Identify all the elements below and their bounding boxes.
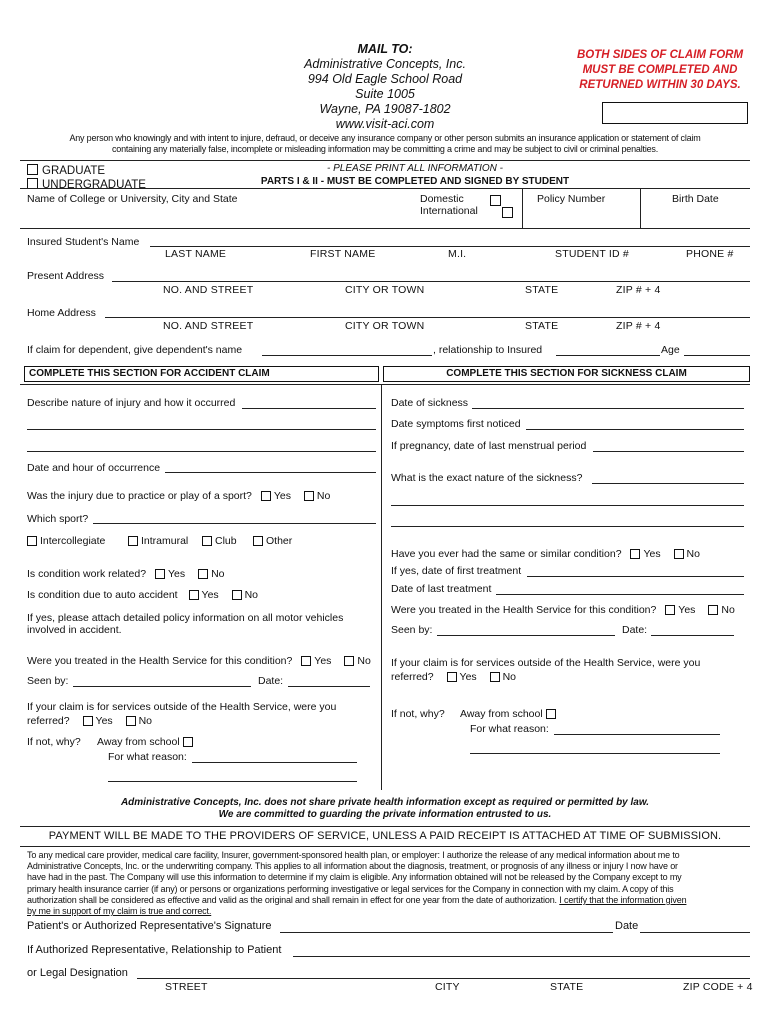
auto-accident-question [27,589,258,601]
checkbox-icon[interactable] [27,164,38,175]
sickness-outside-question [391,656,700,684]
sport-type-intramural[interactable] [128,535,188,547]
no-label: No [244,589,259,601]
no-label: No [316,490,331,502]
sickness-other-reason-label: For what reason: [470,723,549,735]
pregnancy-field[interactable] [593,451,744,452]
certification-text: I certify that the information given [559,894,687,905]
authorization-line: primary health insurance carrier (if any) or persons or organizations performing investigative or legal services for the Company in connection with my claim. A copy of this [27,883,674,894]
checkbox-icon[interactable] [198,569,208,579]
sickness-seen-by-label: Seen by: [391,624,433,636]
checkbox-icon[interactable] [128,536,138,546]
domestic-label: Domestic [420,193,464,205]
referred-label: referred? [27,715,70,727]
mail-line: www.visit-aci.com [335,117,435,131]
similar-yes[interactable] [630,548,660,560]
away-label: Away from school [97,736,180,748]
mail-line: Wayne, PA 19087-1802 [319,102,451,116]
checkbox-icon[interactable] [447,672,457,682]
sport-type-label: Intercollegiate [40,535,106,547]
last-treatment-label: Date of last treatment [391,583,492,595]
describe-injury-field[interactable] [27,429,376,430]
mail-line: Administrative Concepts, Inc. [304,57,466,71]
payment-notice: PAYMENT WILL BE MADE TO THE PROVIDERS OF SERVICE, UNLESS A PAID RECEIPT IS ATTACHED AT TIME OF SUBMISSION. [48,830,722,842]
notice-line: MUST BE COMPLETED AND [582,64,738,76]
legal-designation-field[interactable] [137,978,750,979]
checkbox-icon[interactable] [630,549,640,559]
similar-condition-label: Have you ever had the same or similar condition? [391,548,622,560]
accident-referred-yes[interactable] [83,715,113,727]
checkbox-icon[interactable] [301,656,311,666]
sickness-referred-yes[interactable] [447,671,477,683]
accident-other-reason-field[interactable] [192,762,357,763]
sport-type-label: Other [266,535,293,547]
authorization-line: To any medical care provider, medical care facility, Insurer, government-sponsored health plan, or employer: I authorize the release of any medical information about me to [27,850,680,860]
referred-label: referred? [391,671,434,683]
policy-number-label: Policy Number [537,193,606,205]
checkbox-icon[interactable] [708,605,718,615]
checkbox-icon[interactable] [232,590,242,600]
accident-seen-by-field[interactable] [73,686,251,687]
checkbox-icon[interactable] [261,491,271,501]
sub-label: STATE [525,284,559,296]
no-label: No [721,604,735,616]
authorization-line: Administrative Concepts, Inc. or the underwriting company. This applies to all information about the diagnosis, treatment, or prognosis of any illness or injury I now have or [27,861,678,872]
describe-injury-field[interactable] [242,408,376,409]
section-divider [381,384,382,790]
similar-condition-question [391,548,700,560]
deadline-notice [560,48,760,93]
mail-to-heading: MAIL TO: [357,42,413,56]
work-no[interactable] [198,568,224,580]
sub-label: STUDENT ID # [555,248,629,260]
checkbox-icon[interactable] [665,605,675,615]
authorization-text [27,850,752,917]
nature-sickness-field[interactable] [391,505,744,506]
auto-note [27,612,343,636]
sub-label: ZIP CODE + 4 [683,981,753,993]
outside-line: If your claim is for services outside of the Health Service, were you [391,657,701,669]
signature-date-field[interactable] [640,932,750,933]
present-address-label: Present Address [27,270,105,282]
symptoms-field[interactable] [526,429,744,430]
divider [20,384,750,385]
sickness-other-reason-field[interactable] [470,753,720,754]
undergraduate-option[interactable] [27,178,146,192]
work-related-label: Is condition work related? [27,568,147,580]
sport-type-label: Club [215,535,237,547]
privacy-line: We are committed to guarding the private information entrusted to us. [218,809,552,820]
sub-label: ZIP # + 4 [616,320,661,332]
mail-to-block [285,42,485,132]
sub-label: M.I. [448,248,467,260]
sport-yes[interactable] [261,490,291,502]
dependent-name-field[interactable] [262,355,432,356]
age-label: Age [661,344,680,356]
describe-injury-label: Describe nature of injury and how it occurred [27,397,236,409]
yes-label: Yes [678,604,696,616]
divider [20,826,750,827]
checkbox-icon[interactable] [155,569,165,579]
instructions [230,162,600,188]
date-hour-field[interactable] [165,472,376,473]
print-instruction: - PLEASE PRINT ALL INFORMATION - [327,163,503,174]
no-label: No [502,671,517,683]
sport-type-intercollegiate[interactable] [27,535,105,547]
insured-name-field[interactable] [150,246,750,247]
auth-rep-field[interactable] [293,956,750,957]
accident-if-not-label: If not, why? [27,736,81,748]
checkbox-icon[interactable] [202,536,212,546]
sub-label: STATE [525,320,559,332]
sickness-hs-no[interactable] [708,604,734,616]
accident-date-label: Date: [258,675,284,687]
checkbox-icon[interactable] [674,549,684,559]
no-label: No [686,548,700,560]
sub-label: LAST NAME [165,248,227,260]
international-label: International [420,205,478,217]
sub-label: STREET [165,981,208,993]
notice-line: RETURNED WITHIN 30 DAYS. [579,79,741,91]
which-sport-label: Which sport? [27,513,89,525]
sickness-section-header: COMPLETE THIS SECTION FOR SICKNESS CLAIM [383,366,750,382]
notice-line: BOTH SIDES OF CLAIM FORM [576,49,744,61]
sickness-away-option[interactable] [460,708,559,720]
auto-yes[interactable] [189,589,219,601]
symptoms-label: Date symptoms first noticed [391,418,521,430]
insured-name-label: Insured Student's Name [27,236,140,248]
yes-label: Yes [459,671,477,683]
present-address-field[interactable] [112,281,750,282]
signature-label: Patient's or Authorized Representative's Signature [27,920,272,932]
sub-label: NO. AND STREET [163,320,254,332]
no-label: No [211,568,225,580]
sub-label: ZIP # + 4 [616,284,661,296]
sub-label: NO. AND STREET [163,284,254,296]
accident-other-reason-field[interactable] [108,781,357,782]
sickness-referred-no[interactable] [490,671,516,683]
privacy-statement [20,797,750,821]
yes-label: Yes [314,655,332,667]
sub-label: CITY OR TOWN [345,320,425,332]
accident-referred-no[interactable] [126,715,152,727]
yes-label: Yes [273,490,291,502]
accident-outside-question [27,700,336,728]
relationship-label: , relationship to Insured [433,344,543,356]
similar-no[interactable] [674,548,700,560]
accident-date-field[interactable] [288,686,370,687]
health-service-label: Were you treated in the Health Service for this condition? [27,655,293,667]
sub-label: FIRST NAME [310,248,376,260]
describe-injury-field[interactable] [27,451,376,452]
accident-health-service-question [27,655,371,667]
birth-date-label: Birth Date [672,193,719,205]
fraud-line: Any person who knowingly and with intent to injure, defraud, or deceive any insurance company or other person submits an insurance application or statement of claim [69,133,701,143]
privacy-line: Administrative Concepts, Inc. does not share private health information except as required or permitted by law. [120,797,650,808]
auto-note-line: involved in accident. [27,624,122,636]
sickness-hs-yes[interactable] [665,604,695,616]
work-yes[interactable] [155,568,185,580]
nature-sickness-label: What is the exact nature of the sickness? [391,472,583,484]
accident-seen-by-label: Seen by: [27,675,69,687]
yes-label: Yes [201,589,219,601]
sport-no[interactable] [304,490,330,502]
divider [20,846,750,847]
sport-type-label: Intramural [141,535,189,547]
sickness-seen-by-field[interactable] [437,635,615,636]
health-service-label: Were you treated in the Health Service for this condition? [391,604,657,616]
graduate-option[interactable] [27,164,146,178]
sickness-other-reason-field[interactable] [554,734,720,735]
domestic-checkbox[interactable] [490,195,501,206]
auto-note-line: If yes, please attach detailed policy information on all motor vehicles [27,612,344,624]
work-related-question [27,568,225,580]
no-label: No [138,715,153,727]
authorization-line: authorization shall be considered as effective and valid as the original and shall remain in effect for one year from the date of authorization. [27,894,557,905]
certification-text: by me in support of my claim is true and correct. [27,906,212,917]
checkbox-icon[interactable] [344,656,354,666]
sport-type-club[interactable] [202,535,237,547]
first-treatment-label: If yes, date of first treatment [391,565,522,577]
divider [20,160,750,161]
accident-hs-yes[interactable] [301,655,331,667]
checkbox-icon[interactable] [27,536,37,546]
which-sport-field[interactable] [93,523,376,524]
sub-label: CITY [435,981,460,993]
sickness-if-not-label: If not, why? [391,708,445,720]
graduate-label: GRADUATE [42,165,106,177]
checkbox-icon[interactable] [253,536,263,546]
yes-label: Yes [95,715,113,727]
divider [640,188,641,228]
pregnancy-label: If pregnancy, date of last menstrual period [391,440,587,452]
checkbox-icon[interactable] [189,590,199,600]
international-checkbox[interactable] [502,207,513,218]
home-address-label: Home Address [27,307,96,319]
sub-label: CITY OR TOWN [345,284,425,296]
sickness-date-field[interactable] [651,635,734,636]
checkbox-icon[interactable] [546,709,556,719]
divider [522,188,523,228]
sickness-health-service-question [391,604,735,616]
yes-label: Yes [643,548,661,560]
checkbox-icon[interactable] [83,716,93,726]
sport-type-other[interactable] [253,535,292,547]
no-label: No [357,655,371,667]
away-label: Away from school [460,708,543,720]
checkbox-icon[interactable] [490,672,500,682]
fraud-line: containing any materially false, incomplete or misleading information may be committing a crime and may be subject to civil or criminal penalties. [111,144,659,154]
last-treatment-field[interactable] [496,594,744,595]
accident-other-reason-label: For what reason: [108,751,187,763]
legal-designation-label: or Legal Designation [27,967,128,979]
mail-line: 994 Old Eagle School Road [307,72,463,86]
home-address-field[interactable] [105,317,750,318]
accident-section-header: COMPLETE THIS SECTION FOR ACCIDENT CLAIM [24,366,379,382]
mail-line: Suite 1005 [355,87,415,101]
accident-hs-no[interactable] [344,655,370,667]
sub-label: STATE [550,981,584,993]
checkbox-icon[interactable] [304,491,314,501]
auth-rep-label: If Authorized Representative, Relationship to Patient [27,944,282,956]
checkbox-icon[interactable] [126,716,136,726]
nature-sickness-field[interactable] [391,526,744,527]
sub-label: PHONE # [686,248,734,260]
auto-accident-label: Is condition due to auto accident [27,589,178,601]
sickness-date-label: Date: [622,624,648,636]
checkbox-icon[interactable] [183,737,193,747]
domestic-international [420,193,478,217]
divider [20,228,750,229]
signature-field[interactable] [280,932,613,933]
office-use-box[interactable] [602,102,748,124]
auto-no[interactable] [232,589,258,601]
fraud-warning [20,133,750,155]
signature-date-label: Date [615,920,639,932]
dependent-label: If claim for dependent, give dependent's name [27,344,243,356]
authorization-line: have had in the past. The Company will use this information to determine if my claim is eligible. Any information obtained will not be released by the Company except to my [27,872,682,883]
date-sickness-field[interactable] [472,408,744,409]
college-label: Name of College or University, City and State [27,193,238,205]
accident-away-option[interactable] [97,736,196,748]
relationship-field[interactable] [556,355,660,356]
yes-label: Yes [168,568,186,580]
undergraduate-label: UNDERGRADUATE [42,179,146,191]
parts-instruction: PARTS I & II - MUST BE COMPLETED AND SIGNED BY STUDENT [260,176,570,187]
outside-line: If your claim is for services outside of the Health Service, were you [27,701,337,713]
first-treatment-field[interactable] [527,576,744,577]
date-hour-label: Date and hour of occurrence [27,462,161,474]
nature-sickness-field[interactable] [592,483,744,484]
date-sickness-label: Date of sickness [391,397,469,409]
age-field[interactable] [684,355,750,356]
sport-question [27,490,330,502]
sport-question-label: Was the injury due to practice or play of a sport? [27,490,252,502]
